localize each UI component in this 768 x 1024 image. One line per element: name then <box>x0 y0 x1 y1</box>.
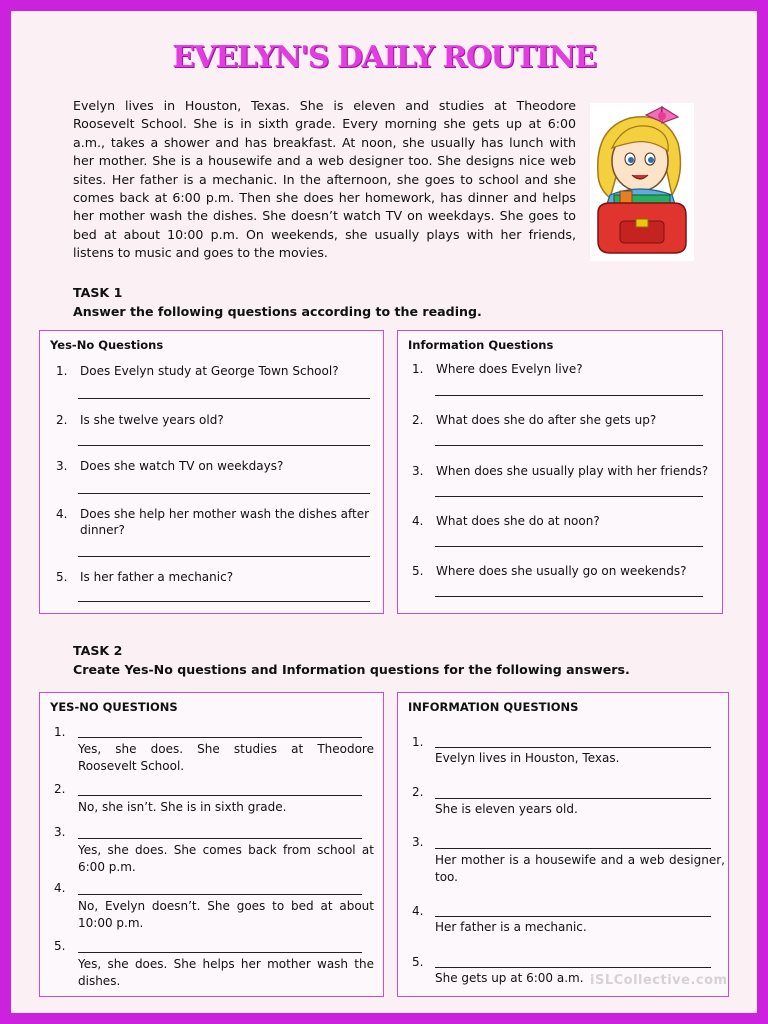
page-title: EVELYN'S DAILY ROUTINE <box>172 40 596 75</box>
item-number: 1. <box>412 735 424 749</box>
answer-line[interactable] <box>78 556 370 557</box>
question-line[interactable] <box>78 795 362 796</box>
question-line[interactable] <box>78 737 362 738</box>
item-number: 4. <box>54 881 66 895</box>
item-number: 3. <box>412 835 424 849</box>
task1-yesno-title: Yes-No Questions <box>50 338 164 352</box>
task2-yesno-answer-4: No, Evelyn doesn’t. She goes to bed at about 10:00 p.m. <box>78 899 374 930</box>
task2-info-answer-3: Her mother is a housewife and a web designer, too. <box>435 853 725 884</box>
question-line[interactable] <box>435 848 711 849</box>
question-line[interactable] <box>78 838 362 839</box>
answer-line[interactable] <box>435 445 703 446</box>
task1-instruction: Answer the following questions according to the reading. <box>73 304 482 319</box>
question-line[interactable] <box>435 798 711 799</box>
reading-text: Evelyn lives in Houston, Texas. She is eleven and studies at Theodore Roosevelt School. She is in sixth grade. Every morning she gets up at 6:00 a.m., takes a shower and has breakfast. At noon, she usually has lunch with her mother. She is a housewife and a web designer too. She designs nice web sites. Her father is a mechanic. In the afternoon, she goes to school and she comes back at 6:00 p.m. Then she does her homework, has dinner and helps her mother wash the dishes. She doesn’t watch TV on weekdays. She goes to bed at about 10:00 p.m. On weekends, she usually plays with her friends, listens to music and goes to the movies. <box>73 98 576 261</box>
task2-yesno-box <box>39 692 384 997</box>
task1-yesno-box: Yes-No Questions 1. Does Evelyn study at George Town School? 2. Is she twelve years old? 3. Does she watch TV on weekdays? 4. Does she help her mother wash the dishes after dinner? 5. Is her father a mechanic? <box>39 330 384 614</box>
task2-yesno-title: YES-NO QUESTIONS <box>50 700 178 714</box>
question-line[interactable] <box>435 747 711 748</box>
task1-info-box: Information Questions 1. Where does Evelyn live? 2. What does she do after she gets up? 3. When does she usually play with her friends? 4. What does she do at noon? 5. Where does she usually go on weekends? <box>397 330 723 614</box>
task2-info-answer-2: She is eleven years old. <box>435 802 578 816</box>
question-line[interactable] <box>435 916 711 917</box>
question-line[interactable] <box>435 967 711 968</box>
task2-yesno-answer-1: Yes, she does. She studies at Theodore Roosevelt School. <box>78 742 374 773</box>
task2-info-box <box>397 692 729 997</box>
item-number: 2. <box>412 785 424 799</box>
task1-info-title: Information Questions <box>408 338 554 352</box>
item-number: 4. <box>412 904 424 918</box>
answer-line[interactable] <box>78 601 370 602</box>
answer-line[interactable] <box>435 546 703 547</box>
answer-line[interactable] <box>78 445 370 446</box>
answer-line[interactable] <box>78 398 370 399</box>
item-number: 1. <box>54 725 66 739</box>
task2-info-answer-5: She gets up at 6:00 a.m. <box>435 971 584 985</box>
item-number: 5. <box>412 955 424 969</box>
answer-line[interactable] <box>78 493 370 494</box>
item-number: 3. <box>54 825 66 839</box>
task2-info-answer-4: Her father is a mechanic. <box>435 920 587 934</box>
question-line[interactable] <box>78 952 362 953</box>
item-number: 5. <box>54 939 66 953</box>
answer-line[interactable] <box>435 496 703 497</box>
answer-line[interactable] <box>435 395 703 396</box>
item-number: 2. <box>54 782 66 796</box>
schoolgirl-illustration <box>590 103 694 261</box>
task2-yesno-answer-3: Yes, she does. She comes back from school at 6:00 p.m. <box>78 843 374 874</box>
question-line[interactable] <box>78 894 362 895</box>
task2-yesno-answer-2: No, she isn’t. She is in sixth grade. <box>78 800 287 814</box>
watermark: iSLCollective.com <box>590 973 728 988</box>
task2-yesno-answer-5: Yes, she does. She helps her mother wash the dishes. <box>78 957 374 988</box>
task2-info-answer-1: Evelyn lives in Houston, Texas. <box>435 751 620 765</box>
answer-line[interactable] <box>435 596 703 597</box>
task1-title: TASK 1 <box>73 285 123 300</box>
task2-instruction: Create Yes-No questions and Information questions for the following answers. <box>73 662 630 677</box>
task2-info-title: INFORMATION QUESTIONS <box>408 700 579 714</box>
task2-title: TASK 2 <box>73 643 123 658</box>
